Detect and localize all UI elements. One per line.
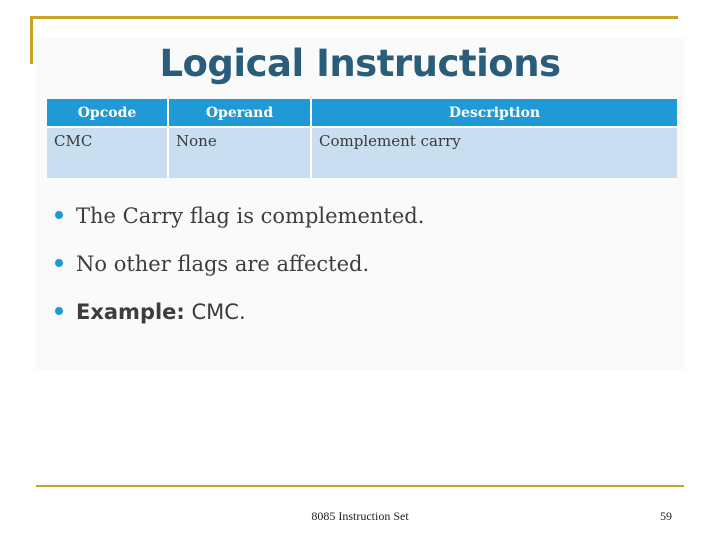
bullet-item <box>50 246 424 294</box>
header-description: Description <box>311 99 677 127</box>
bullet-list <box>50 198 424 342</box>
bullet-dot-icon <box>55 259 63 267</box>
page-number: 59 <box>660 509 672 523</box>
cell-description: Complement carry <box>311 127 677 178</box>
header-operand: Operand <box>168 99 311 127</box>
table-header-row <box>47 99 677 127</box>
bullet-dot-icon <box>55 211 63 219</box>
frame-bottom-rule <box>36 485 684 487</box>
instruction-table <box>47 99 677 178</box>
header-opcode: Opcode <box>47 99 168 127</box>
frame-top-rule <box>30 16 678 19</box>
bullet-text: The Carry flag is complemented. <box>76 204 425 228</box>
example-label: Example: <box>76 300 185 324</box>
footer-text: 8085 Instruction Set <box>311 509 409 523</box>
bullet-item <box>50 198 424 246</box>
bullet-item-example <box>50 294 424 342</box>
bullet-dot-icon <box>55 307 63 315</box>
example-value: CMC. <box>191 300 246 324</box>
bullet-text: No other flags are affected. <box>76 252 370 276</box>
cell-operand: None <box>168 127 311 178</box>
cell-opcode: CMC <box>47 127 168 178</box>
table-row <box>47 127 677 178</box>
slide-title: Logical Instructions <box>159 42 561 85</box>
